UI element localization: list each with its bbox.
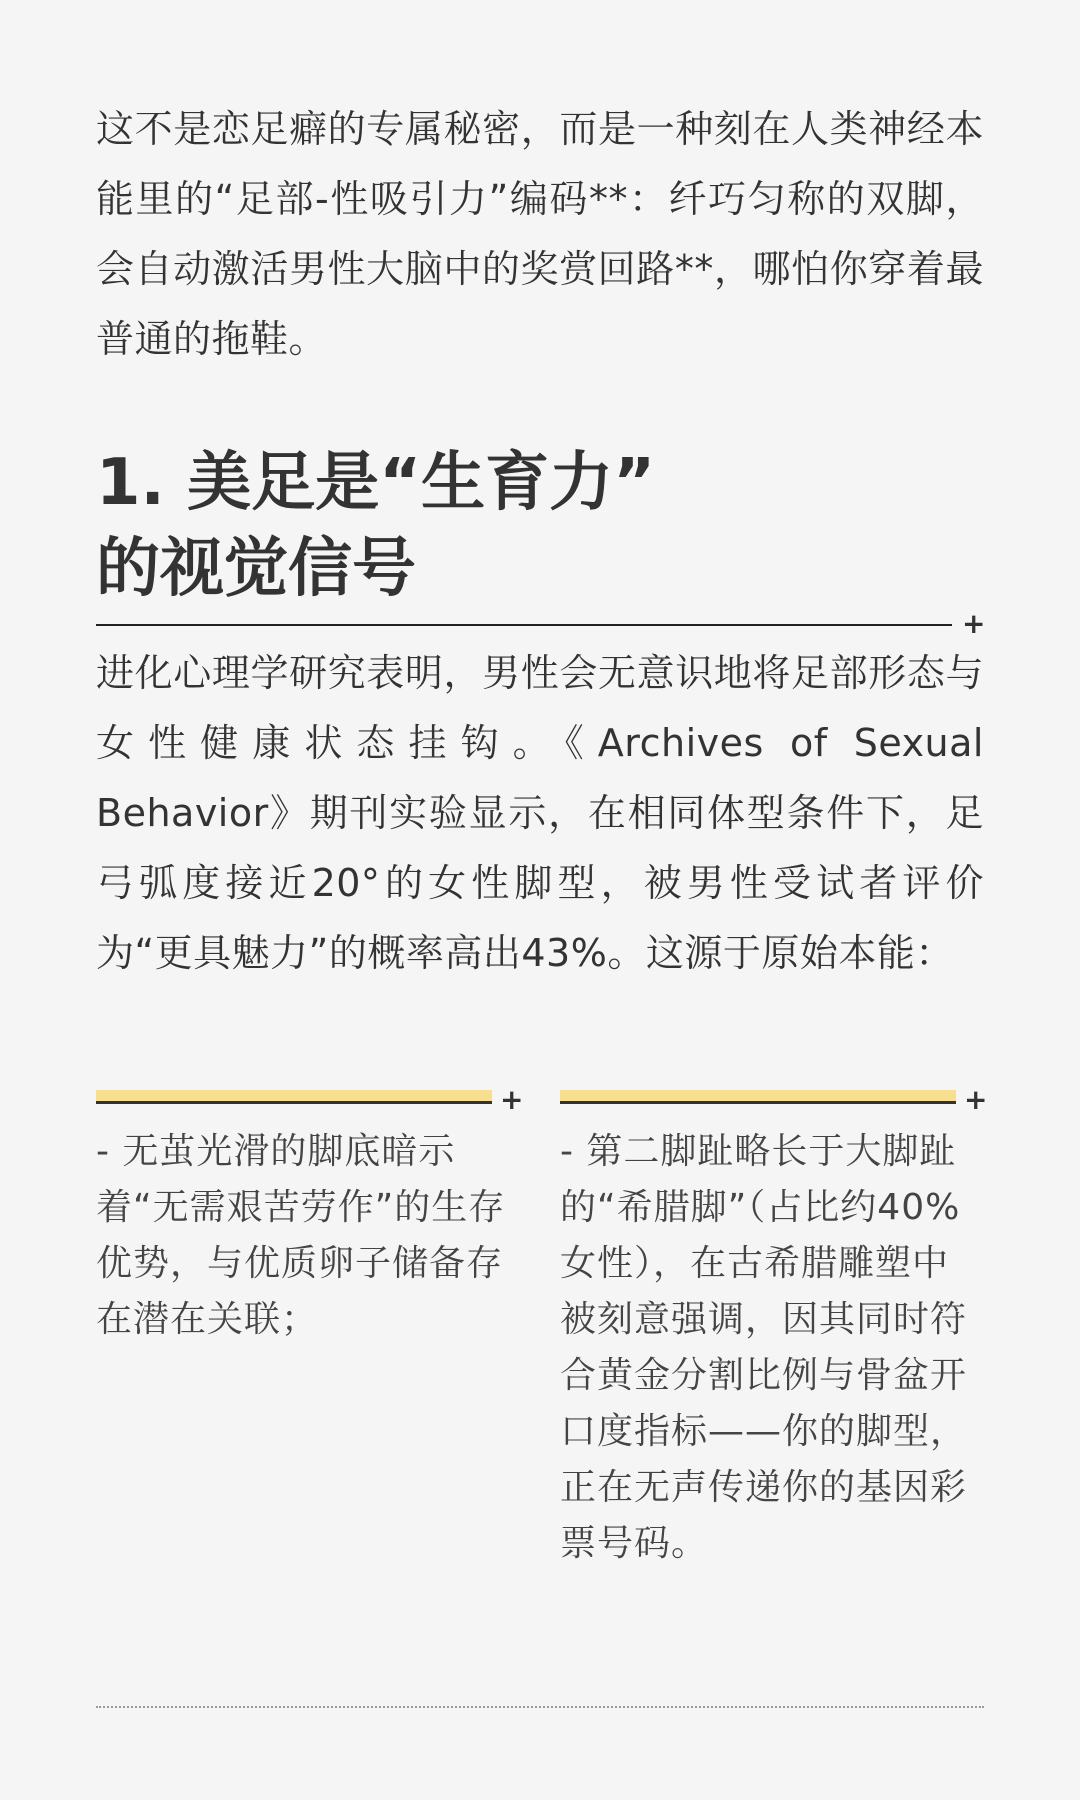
column-1-text: - 无茧光滑的脚底暗示着“无需艰苦劳作”的生存优势，与优质卵子储备存在潜在关联；: [96, 1131, 506, 1340]
divider-plus-icon: +: [962, 607, 986, 640]
column-1-accent-bar: [96, 1090, 492, 1104]
section-heading: [96, 440, 856, 612]
column-2-accent-bar: [560, 1090, 956, 1104]
column-2-text: - 第二脚趾略长于大脚趾的“希腊脚”（占比约40%女性），在古希腊雕塑中被刻意强调，因其同时符合黄金分割比例与骨盆开口度指标——你的脚型，正在无声传递你的基因彩票号码。: [560, 1131, 968, 1564]
section-heading-line2: 的视觉信号: [96, 532, 416, 606]
heading-divider: [96, 624, 952, 626]
section-heading-line1: 1. 美足是“生育力”: [96, 446, 656, 520]
column-1-plus-icon: +: [500, 1083, 524, 1116]
column-2-plus-icon: +: [964, 1083, 988, 1116]
bottom-dotted-divider: [96, 1706, 984, 1708]
section-body-paragraph: 进化心理学研究表明，男性会无意识地将足部形态与女性健康状态挂钩。《Archives of Sexual Behavior》期刊实验显示，在相同体型条件下，足弓弧度接近20°的女性脚型，被男性受试者评价为“更具魅力”的概率高出43%。这源于原始本能：: [96, 651, 984, 975]
intro-paragraph: 这不是恋足癖的专属秘密，而是一种刻在人类神经本能里的“足部-性吸引力”编码**：纤巧匀称的双脚，会自动激活男性大脑中的奖赏回路**，哪怕你穿着最普通的拖鞋。: [96, 107, 984, 361]
